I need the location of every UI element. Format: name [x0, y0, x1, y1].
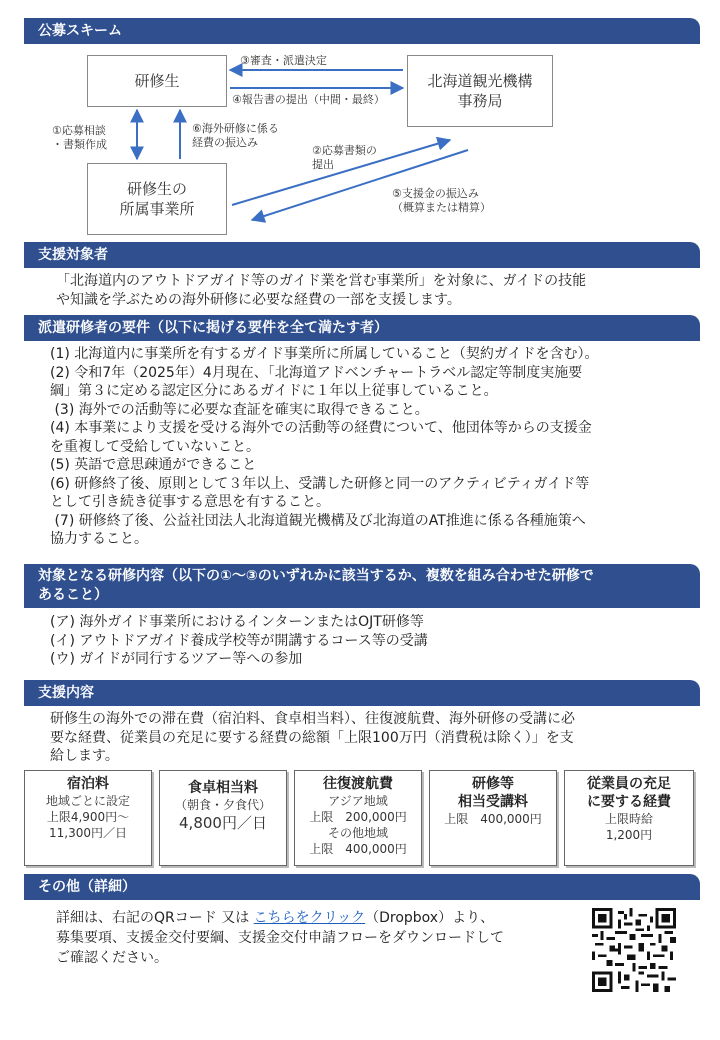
label-arrow2-line1: ②応募書類の [312, 144, 377, 157]
support-line: 給します。 [50, 748, 119, 764]
section-header-target: 支援対象者 [24, 242, 700, 268]
label-arrow5 [392, 187, 491, 215]
other-line1-pre: 詳細は、右記のQRコード 又は [56, 910, 254, 926]
target-line-2: や知識を学ぶための海外研修に必要な経費の一部を支援します。 [56, 291, 461, 308]
box-company-line2: 所属事業所 [119, 200, 195, 218]
qr-code-icon[interactable] [592, 908, 676, 992]
training-line: (ア) 海外ガイド事業所におけるインターンまたはOJT研修等 [50, 614, 424, 630]
cost-cell-staff [564, 770, 694, 866]
label-arrow6 [192, 122, 279, 150]
label-arrow1 [52, 124, 107, 152]
training-line: (イ) アウトドアガイド養成学校等が開講するコース等の受講 [50, 632, 428, 649]
course-title2: 相当受講料 [458, 794, 528, 810]
label-arrow6-line2: 経費の振込み [192, 136, 258, 149]
other-line-1 [56, 908, 586, 928]
other-line-3: ご確認ください。 [56, 950, 168, 966]
lodging-l2: 上限4,900円～ [46, 810, 130, 824]
meal-title: 食卓相当料 [188, 780, 258, 796]
req-line: (6) 研修終了後、原則として３年以上、受講した研修と同一のアクティビティガイド等 [50, 475, 590, 492]
course-l1: 上限 400,000円 [444, 812, 542, 826]
label-arrow2 [312, 144, 377, 172]
other-line-2: 募集要項、支援金交付要綱、支援金交付申請フローをダウンロードして [56, 930, 504, 946]
meal-l1: （朝食・夕食代） [174, 798, 271, 812]
other-text [56, 908, 586, 968]
box-org-line2: 事務局 [457, 92, 503, 110]
travel-l4: 上限 400,000円 [309, 842, 407, 856]
cost-cell-travel [294, 770, 422, 866]
section-header-training [24, 564, 700, 608]
box-org-line1: 北海道観光機構 [427, 72, 533, 90]
section-header-other: その他（詳細） [24, 874, 700, 900]
staff-l2: 1,200円 [605, 828, 653, 842]
travel-l3: その他地域 [327, 826, 388, 840]
meal-l2: 4,800円／日 [179, 814, 267, 832]
req-line: 協力すること。 [50, 531, 148, 547]
travel-title: 往復渡航費 [323, 776, 393, 792]
req-line: を重複して受給していないこと。 [50, 438, 260, 455]
scheme-arrows [0, 0, 720, 260]
lodging-l3: 11,300円／日 [49, 826, 127, 840]
cost-cell-meal [159, 770, 287, 866]
label-arrow1-line2: ・書類作成 [52, 138, 107, 151]
label-arrow3: ③審査・派遣決定 [240, 54, 327, 67]
training-header-line1: 対象となる研修内容（以下の①～③のいずれかに該当するか、複数を組み合わせた研修で [38, 568, 594, 584]
staff-title1: 従業員の充足 [587, 776, 671, 792]
support-line: 研修生の海外での滞在費（宿泊料、食卓相当料）、往復渡航費、海外研修の受講に必 [50, 711, 575, 727]
requirements-list [50, 345, 700, 549]
req-line: (4) 本事業により支援を受ける海外での活動等の経費について、他団体等からの支援金 [50, 420, 592, 436]
dropbox-link[interactable]: こちらをクリック [253, 910, 366, 926]
section-header-scheme: 公募スキーム [24, 18, 700, 44]
travel-l1: アジア地域 [328, 794, 388, 808]
req-line: として引き続き従事する意思を有すること。 [50, 494, 330, 510]
staff-title2: に要する経費 [587, 794, 671, 810]
other-line1-post: （Dropbox）より、 [365, 910, 495, 926]
cost-cell-lodging [24, 770, 152, 866]
req-line: (1) 北海道内に事業所を有するガイド事業所に所属していること（契約ガイドを含む）。 [50, 346, 599, 362]
req-line: (2) 令和7年（2025年）4月現在、「北海道アドベンチャートラベル認定等制度実施要 [50, 364, 583, 381]
label-arrow4: ④報告書の提出（中間・最終） [232, 93, 385, 106]
support-line: 要な経費、従業員の充足に要する経費の総額「上限100万円（消費税は除く）」を支 [50, 729, 574, 746]
training-header-line2: あること） [38, 587, 108, 603]
section-header-requirements: 派遣研修者の要件（以下に掲げる要件を全て満たす者） [24, 315, 700, 341]
req-line: 綱」第３に定める認定区分にあるガイドに１年以上従事していること。 [50, 383, 498, 399]
label-arrow5-line2: （概算または精算） [392, 201, 491, 214]
training-line: (ウ) ガイドが同行するツアー等への参加 [50, 651, 303, 667]
cost-cell-course [429, 770, 557, 866]
req-line: (5) 英語で意思疎通ができること [50, 457, 257, 473]
label-arrow6-line1: ⑥海外研修に係る [192, 122, 279, 135]
section-header-support: 支援内容 [24, 680, 700, 706]
req-line: (3) 海外での活動等に必要な査証を確実に取得できること。 [50, 401, 429, 418]
lodging-title: 宿泊料 [67, 776, 109, 792]
box-trainee-label: 研修生 [134, 72, 180, 90]
course-title1: 研修等 [472, 776, 514, 792]
travel-l2: 上限 200,000円 [309, 810, 407, 824]
staff-l1: 上限時給 [604, 812, 653, 826]
label-arrow2-line2: 提出 [312, 158, 334, 171]
training-list [50, 613, 690, 669]
req-line: (7) 研修終了後、公益社団法人北海道観光機構及び北海道のAT推進に係る各種施策へ [50, 512, 586, 529]
label-arrow1-line1: ①応募相談 [52, 124, 106, 137]
label-arrow5-line1: ⑤支援金の振込み [392, 187, 479, 200]
lodging-l1: 地域ごとに設定 [45, 794, 130, 808]
support-text [50, 710, 700, 766]
target-text [56, 272, 696, 309]
box-company-line1: 研修生の [126, 180, 187, 198]
target-line-1: 「北海道内のアウトドアガイド等のガイド業を営む事業所」を対象に、ガイドの技能 [56, 273, 587, 289]
